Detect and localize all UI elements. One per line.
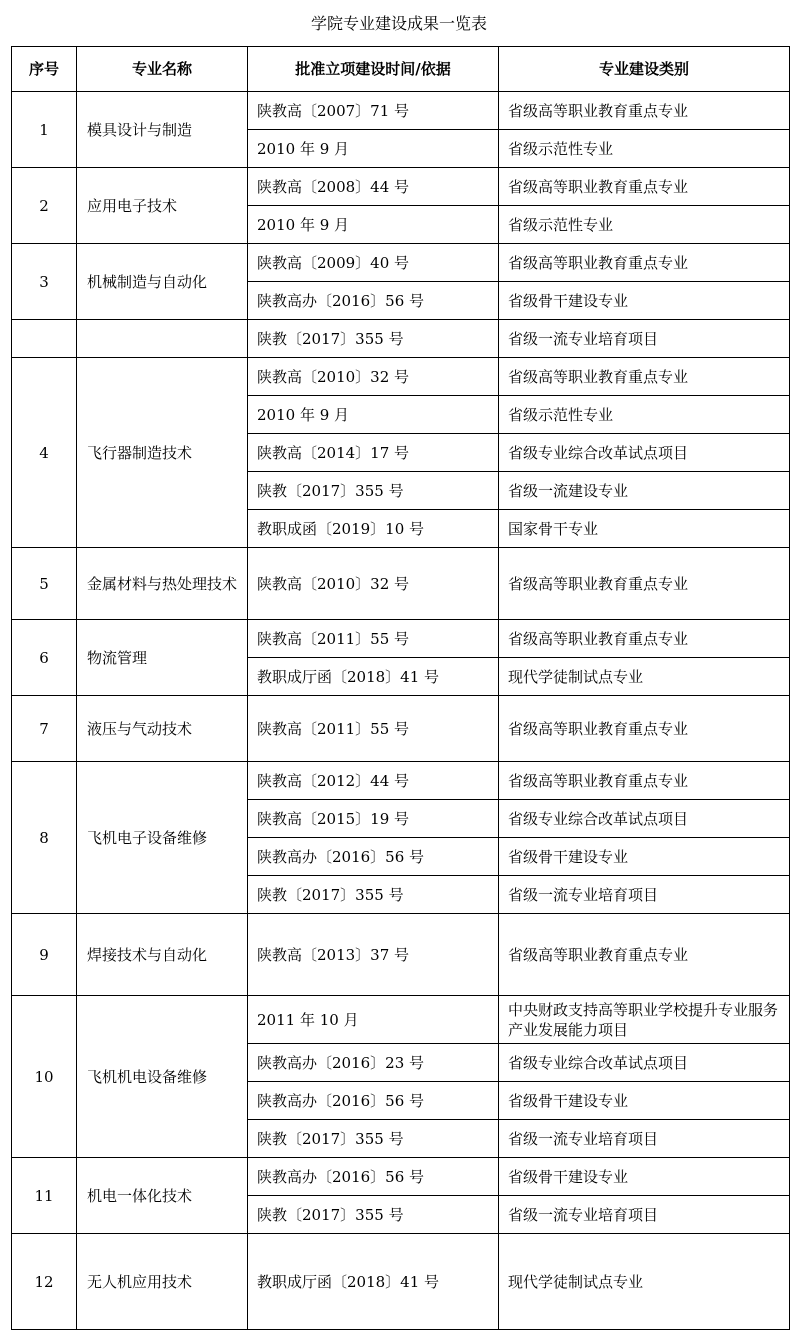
major-name-cell: 机械制造与自动化: [77, 244, 248, 320]
table-row: [12, 1158, 790, 1196]
category-cell: 省级高等职业教育重点专业: [499, 244, 790, 282]
category-cell: 省级一流专业培育项目: [499, 320, 790, 358]
header-basis: 批准立项建设时间/依据: [248, 47, 499, 92]
basis-cell: 陕教〔2017〕355 号: [248, 320, 499, 358]
basis-cell: 教职成厅函〔2018〕41 号: [248, 1234, 499, 1330]
basis-cell: 陕教〔2017〕355 号: [248, 1120, 499, 1158]
major-name-cell: 应用电子技术: [77, 168, 248, 244]
table-row: [12, 358, 790, 396]
basis-cell: 陕教高〔2009〕40 号: [248, 244, 499, 282]
category-cell: 省级高等职业教育重点专业: [499, 548, 790, 620]
seq-cell: 9: [12, 914, 77, 996]
major-name-cell: 飞机机电设备维修: [77, 996, 248, 1158]
table-row: [12, 762, 790, 800]
category-cell: 省级骨干建设专业: [499, 1082, 790, 1120]
basis-cell: 陕教高〔2010〕32 号: [248, 358, 499, 396]
basis-cell: 陕教〔2017〕355 号: [248, 472, 499, 510]
category-cell: 现代学徒制试点专业: [499, 658, 790, 696]
table-row: [12, 620, 790, 658]
category-cell: 省级一流专业培育项目: [499, 876, 790, 914]
table-row: [12, 914, 790, 996]
category-cell: 省级专业综合改革试点项目: [499, 800, 790, 838]
basis-cell: 陕教高办〔2016〕56 号: [248, 838, 499, 876]
basis-cell: 陕教高〔2008〕44 号: [248, 168, 499, 206]
table-row: [12, 696, 790, 762]
document-title: 学院专业建设成果一览表: [310, 14, 487, 33]
seq-cell: 4: [12, 358, 77, 548]
category-cell: 中央财政支持高等职业学校提升专业服务产业发展能力项目: [499, 996, 790, 1044]
category-cell: 省级高等职业教育重点专业: [499, 762, 790, 800]
table-row: [12, 320, 790, 358]
basis-cell: 陕教高〔2010〕32 号: [248, 548, 499, 620]
header-seq: 序号: [12, 47, 77, 92]
seq-cell: 3: [12, 244, 77, 320]
basis-cell: 教职成厅函〔2018〕41 号: [248, 658, 499, 696]
category-cell: 省级高等职业教育重点专业: [499, 696, 790, 762]
basis-cell: 2010 年 9 月: [248, 206, 499, 244]
table-row: [12, 548, 790, 620]
achievement-table: [11, 46, 790, 1330]
seq-cell: 10: [12, 996, 77, 1158]
header-category: 专业建设类别: [499, 47, 790, 92]
seq-cell: 12: [12, 1234, 77, 1330]
category-cell: 省级骨干建设专业: [499, 1158, 790, 1196]
category-cell: 省级高等职业教育重点专业: [499, 914, 790, 996]
category-cell: 省级专业综合改革试点项目: [499, 1044, 790, 1082]
basis-cell: 陕教高〔2011〕55 号: [248, 620, 499, 658]
major-name-cell: 飞行器制造技术: [77, 358, 248, 548]
category-cell: 省级高等职业教育重点专业: [499, 92, 790, 130]
category-cell: 省级示范性专业: [499, 396, 790, 434]
basis-cell: 陕教高办〔2016〕56 号: [248, 1082, 499, 1120]
basis-cell: 陕教高办〔2016〕56 号: [248, 1158, 499, 1196]
major-name-cell: 液压与气动技术: [77, 696, 248, 762]
seq-cell: 1: [12, 92, 77, 168]
category-cell: 省级示范性专业: [499, 130, 790, 168]
major-name-cell: 飞机电子设备维修: [77, 762, 248, 914]
table-row: [12, 996, 790, 1044]
basis-cell: 陕教〔2017〕355 号: [248, 876, 499, 914]
basis-cell: 陕教高办〔2016〕23 号: [248, 1044, 499, 1082]
seq-cell: 6: [12, 620, 77, 696]
seq-cell-empty: [12, 320, 77, 358]
category-cell: 省级高等职业教育重点专业: [499, 620, 790, 658]
category-cell: 国家骨干专业: [499, 510, 790, 548]
seq-cell: 5: [12, 548, 77, 620]
seq-cell: 2: [12, 168, 77, 244]
category-cell: 省级一流专业培育项目: [499, 1196, 790, 1234]
category-cell: 省级一流专业培育项目: [499, 1120, 790, 1158]
basis-cell: 陕教高〔2012〕44 号: [248, 762, 499, 800]
basis-cell: 陕教高办〔2016〕56 号: [248, 282, 499, 320]
table-row: [12, 1234, 790, 1330]
basis-cell: 2010 年 9 月: [248, 396, 499, 434]
major-name-cell: 焊接技术与自动化: [77, 914, 248, 996]
major-name-cell: 机电一体化技术: [77, 1158, 248, 1234]
major-name-cell: 无人机应用技术: [77, 1234, 248, 1330]
header-row: [12, 47, 790, 92]
basis-cell: 陕教高〔2013〕37 号: [248, 914, 499, 996]
basis-cell: 陕教高〔2007〕71 号: [248, 92, 499, 130]
basis-cell: 教职成函〔2019〕10 号: [248, 510, 499, 548]
category-cell: 省级骨干建设专业: [499, 282, 790, 320]
basis-cell: 陕教高〔2011〕55 号: [248, 696, 499, 762]
category-cell: 省级骨干建设专业: [499, 838, 790, 876]
category-cell: 省级高等职业教育重点专业: [499, 358, 790, 396]
major-name-cell: 物流管理: [77, 620, 248, 696]
basis-cell: 2011 年 10 月: [248, 996, 499, 1044]
basis-cell: 陕教〔2017〕355 号: [248, 1196, 499, 1234]
header-name: 专业名称: [77, 47, 248, 92]
table-row: [12, 168, 790, 206]
major-name-cell-empty: [77, 320, 248, 358]
major-name-cell: 模具设计与制造: [77, 92, 248, 168]
category-cell: 省级一流建设专业: [499, 472, 790, 510]
seq-cell: 8: [12, 762, 77, 914]
category-cell: 省级高等职业教育重点专业: [499, 168, 790, 206]
category-cell: 省级示范性专业: [499, 206, 790, 244]
basis-cell: 2010 年 9 月: [248, 130, 499, 168]
seq-cell: 11: [12, 1158, 77, 1234]
seq-cell: 7: [12, 696, 77, 762]
category-cell: 省级专业综合改革试点项目: [499, 434, 790, 472]
major-name-cell: 金属材料与热处理技术: [77, 548, 248, 620]
basis-cell: 陕教高〔2014〕17 号: [248, 434, 499, 472]
category-cell: 现代学徒制试点专业: [499, 1234, 790, 1330]
table-row: [12, 244, 790, 282]
basis-cell: 陕教高〔2015〕19 号: [248, 800, 499, 838]
table-row: [12, 92, 790, 130]
